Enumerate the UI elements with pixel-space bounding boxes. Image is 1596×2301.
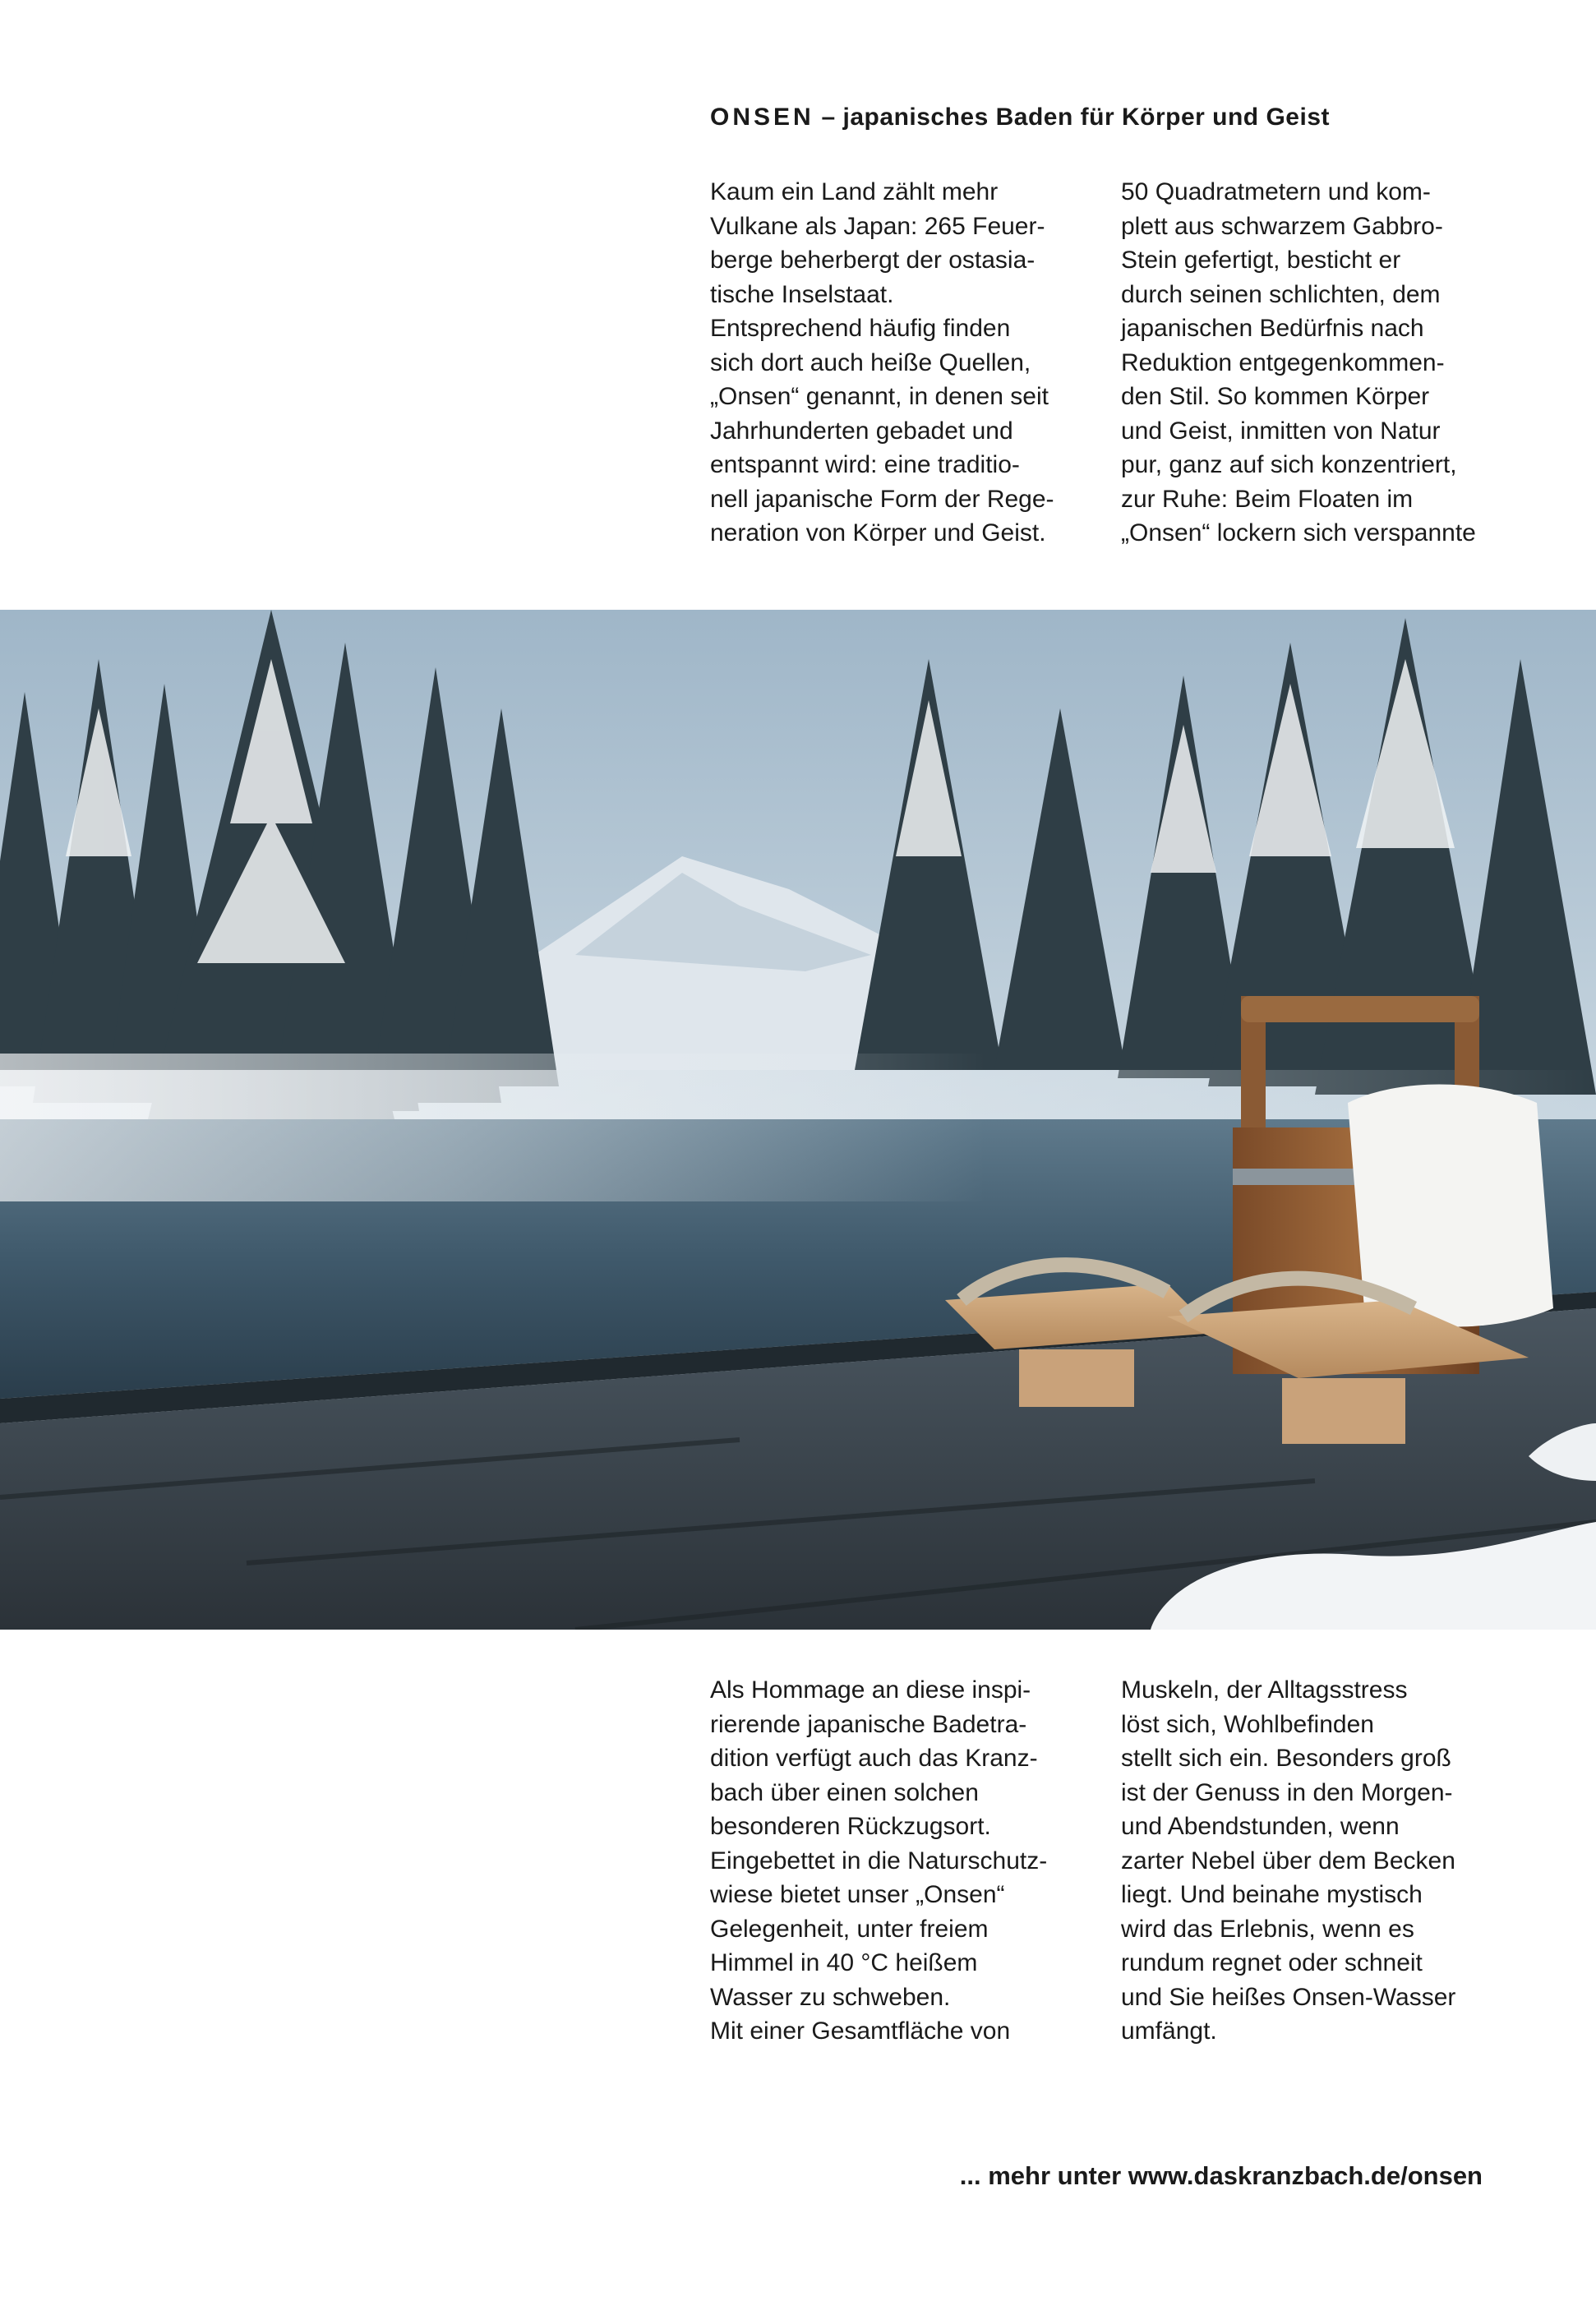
text-line: besonderen Rückzugsort. <box>710 1813 991 1840</box>
text-line: Stein gefertigt, besticht er <box>1121 247 1401 274</box>
text-line: Reduktion entgegenkommen- <box>1121 348 1445 376</box>
text-line: Himmel in 40 °C heißem <box>710 1949 978 1976</box>
text-line: Vulkane als Japan: 265 Feuer- <box>710 212 1045 240</box>
text-column-3 <box>710 1673 1121 2049</box>
text-line: wiese bietet unser „Onsen“ <box>710 1881 1005 1908</box>
text-line: und Geist, inmitten von Natur <box>1121 417 1441 445</box>
website-link[interactable]: ... mehr unter www.daskranzbach.de/onsen <box>959 2161 1483 2190</box>
text-line: Muskeln, der Alltagsstress <box>1121 1676 1408 1704</box>
text-line: rundum regnet oder schneit <box>1121 1949 1423 1976</box>
text-line: Wasser zu schweben. <box>710 1983 951 2011</box>
text-line: Entsprechend häufig finden <box>710 315 1011 342</box>
onsen-photo <box>0 610 1596 1630</box>
text-line: durch seinen schlichten, dem <box>1121 280 1441 308</box>
text-line: zarter Nebel über dem Becken <box>1121 1847 1455 1874</box>
text-line: löst sich, Wohlbefinden <box>1121 1710 1374 1738</box>
text-line: Als Hommage an diese inspi- <box>710 1676 1031 1704</box>
text-line: und Abendstunden, wenn <box>1121 1813 1400 1840</box>
text-line: entspannt wird: eine traditio- <box>710 451 1020 478</box>
text-line: liegt. Und beinahe mystisch <box>1121 1881 1423 1908</box>
text-line: zur Ruhe: Beim Floaten im <box>1121 485 1414 513</box>
text-line: wird das Erlebnis, wenn es <box>1121 1915 1414 1943</box>
text-line: pur, ganz auf sich konzentriert, <box>1121 451 1457 478</box>
text-column-1 <box>710 175 1121 551</box>
text-line: 50 Quadratmetern und kom- <box>1121 178 1431 205</box>
text-line: plett aus schwarzem Gabbro- <box>1121 212 1443 240</box>
text-line: rierende japanische Badetra- <box>710 1710 1027 1738</box>
text-line: stellt sich ein. Besonders groß <box>1121 1745 1451 1772</box>
text-column-4 <box>1121 1673 1532 2049</box>
text-line: ist der Genuss in den Morgen- <box>1121 1778 1453 1806</box>
text-line: nell japanische Form der Rege- <box>710 485 1054 513</box>
text-line: Eingebettet in die Naturschutz- <box>710 1847 1048 1874</box>
text-line: und Sie heißes Onsen-Wasser <box>1121 1983 1456 2011</box>
text-line: „Onsen“ lockern sich verspannte <box>1121 519 1476 546</box>
text-line: dition verfügt auch das Kranz- <box>710 1745 1038 1772</box>
text-line: den Stil. So kommen Körper <box>1121 383 1430 410</box>
heading-subtitle: – japanisches Baden für Körper und Geist <box>814 104 1330 131</box>
text-column-2 <box>1121 175 1532 551</box>
article-heading <box>710 104 1330 131</box>
text-line: japanischen Bedürfnis nach <box>1121 315 1424 342</box>
text-line: Jahrhunderten gebadet und <box>710 417 1013 445</box>
text-line: umfängt. <box>1121 2017 1217 2045</box>
text-line: tische Inselstaat. <box>710 280 894 308</box>
text-line: Gelegenheit, unter freiem <box>710 1915 989 1943</box>
text-line: Mit einer Gesamtfläche von <box>710 2017 1011 2045</box>
text-line: berge beherbergt der ostasia- <box>710 247 1036 274</box>
text-line: „Onsen“ genannt, in denen seit <box>710 383 1049 410</box>
heading-keyword: ONSEN <box>710 104 814 131</box>
text-line: neration von Körper und Geist. <box>710 519 1046 546</box>
text-line: Kaum ein Land zählt mehr <box>710 178 999 205</box>
text-line: bach über einen solchen <box>710 1778 979 1806</box>
text-line: sich dort auch heiße Quellen, <box>710 348 1031 376</box>
